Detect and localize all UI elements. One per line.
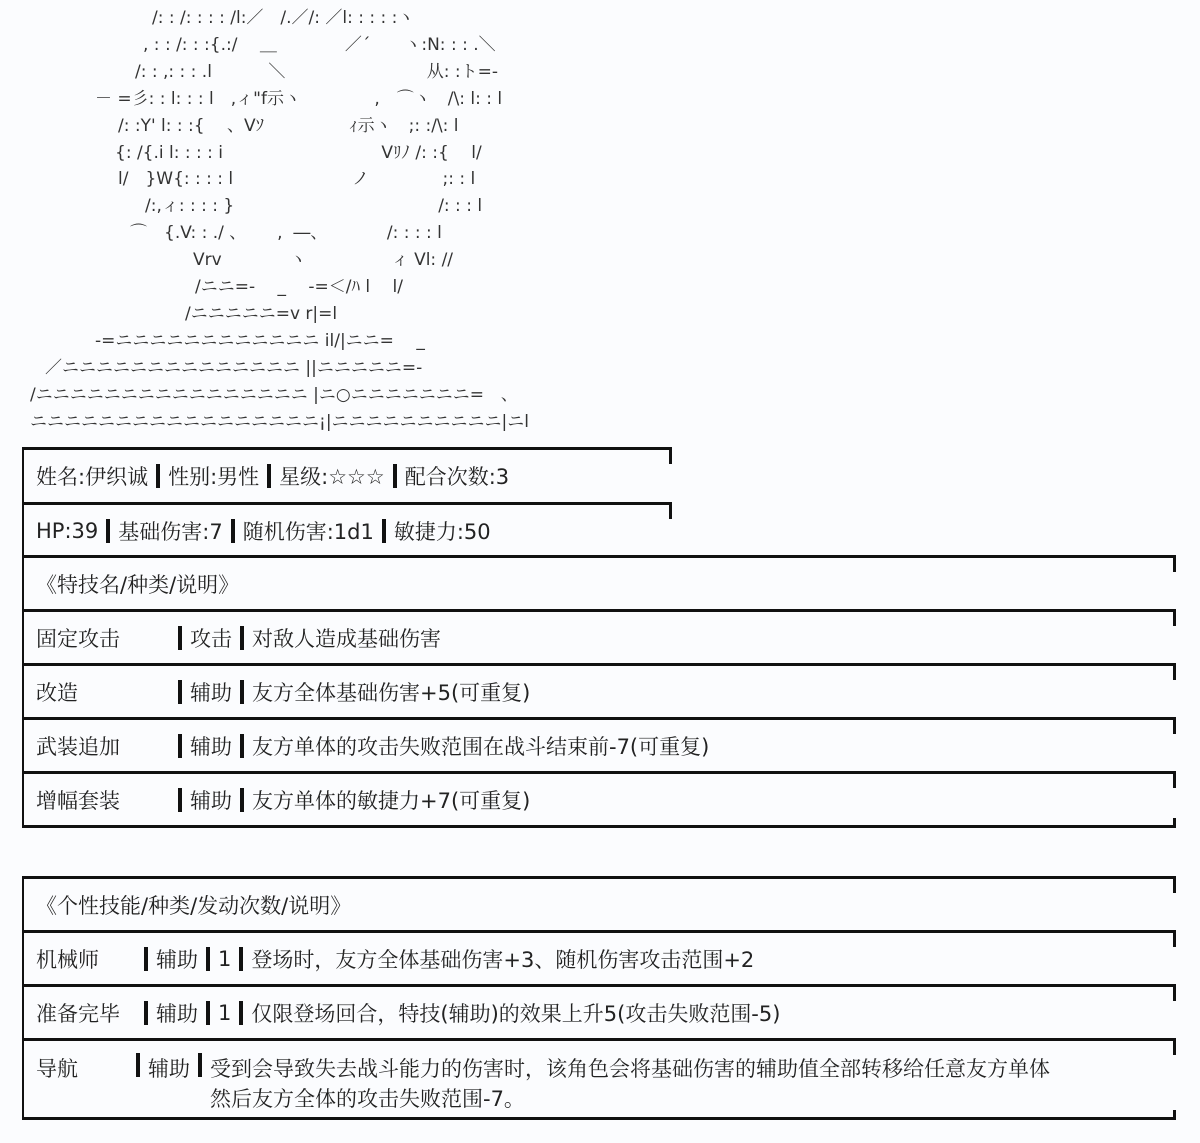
table-row — [22, 930, 1176, 984]
art-line: /ニニニニニ=v r|=l — [185, 303, 338, 324]
table-row — [22, 502, 672, 556]
column-separator — [239, 1001, 243, 1025]
column-separator — [240, 788, 244, 812]
art-line: /: :Y' l: : :{ 、Vｿ ｨ示ヽ ;: :/\: l — [118, 115, 459, 136]
art-line: {: /{.i l: : : : i Vﾘﾉ /: :{ l/ — [115, 142, 482, 163]
art-line: /ニニ=- _ -=＜/ﾊ l l/ — [195, 277, 404, 297]
column-separator — [239, 947, 243, 971]
description-cell — [210, 1053, 1050, 1113]
table-cell: 改造 — [36, 680, 78, 705]
table-cell: 仅限登场回合，特技(辅助)的效果上升5(攻击失败范围-5) — [251, 1001, 781, 1026]
table-cell: 导航 — [36, 1057, 78, 1081]
column-separator — [136, 1053, 140, 1077]
column-separator — [178, 734, 182, 758]
table-cell: 登场时，友方全体基础伤害+3、随机伤害攻击范围+2 — [251, 947, 755, 972]
art-line: l/ }W{: : : : l ノ ;: : l — [118, 169, 476, 190]
table-cell: 准备完毕 — [36, 1001, 120, 1026]
skills-header: 《特技名/种类/说明》 — [36, 572, 240, 597]
description-line: 然后友方全体的攻击失败范围-7。 — [210, 1087, 525, 1111]
art-line: ニニニニニニニニニニニニニニニニニ¡|ニニニニニニニニニニ|ニl — [30, 411, 529, 432]
table-cell: 辅助 — [148, 1057, 190, 1081]
column-separator — [178, 788, 182, 812]
column-separator — [206, 1001, 210, 1025]
table-cell: 友方单体的敏捷力+7(可重复) — [252, 788, 531, 813]
column-separator — [382, 519, 386, 543]
table-cell: 机械师 — [36, 947, 99, 972]
column-separator — [178, 626, 182, 650]
table-row — [22, 717, 1176, 771]
column-separator — [198, 1053, 202, 1077]
table-row — [22, 984, 1176, 1038]
art-line: /ニニニニニニニニニニニニニニニニ |ニ○ニニニニニニニ= 、 — [30, 384, 518, 405]
table-cell: 基础伤害:7 — [118, 519, 223, 544]
table-cell: 攻击 — [190, 626, 232, 651]
column-separator — [144, 1001, 148, 1025]
column-separator — [240, 680, 244, 704]
table-row — [22, 447, 672, 502]
column-separator — [267, 464, 271, 488]
table-cell: 星级:☆☆☆ — [279, 465, 385, 489]
table-bottom-border — [22, 1117, 1176, 1120]
table-row — [22, 609, 1176, 663]
column-separator — [144, 947, 148, 971]
art-line: /: : /: : : : /l:／ /.／/: ／l: : : : :ヽ — [152, 8, 415, 28]
table-cell: 辅助 — [156, 1001, 198, 1026]
table-row — [22, 663, 1176, 717]
column-separator — [393, 464, 397, 488]
column-separator — [231, 519, 235, 543]
table-cell: 1 — [218, 1000, 232, 1025]
table-cell: 固定攻击 — [36, 626, 120, 651]
column-separator — [240, 626, 244, 650]
description-line: 受到会导致失去战斗能力的伤害时，该角色会将基础伤害的辅助值全部转移给任意友方单体 — [210, 1057, 1050, 1081]
table-cell: 1 — [218, 946, 232, 971]
skills-table — [22, 555, 1176, 828]
ascii-art-portrait — [0, 0, 560, 440]
table-cell: 对敌人造成基础伤害 — [252, 626, 441, 651]
table-cell: HP:39 — [36, 518, 99, 543]
table-cell: 增幅套装 — [36, 788, 120, 813]
art-line: ／ニニニニニニニニニニニニニニ ||ニニニニニ=- — [45, 357, 423, 378]
profile-table — [22, 447, 672, 556]
column-separator — [206, 947, 210, 971]
table-cell: 性别:男性 — [168, 465, 260, 489]
table-header-row — [22, 876, 1176, 930]
traits-table — [22, 876, 1176, 1120]
column-separator — [106, 519, 110, 543]
table-cell: 随机伤害:1d1 — [242, 519, 374, 544]
table-row — [22, 1038, 1176, 1117]
table-cell: 友方全体基础伤害+5(可重复) — [252, 680, 531, 705]
art-line: -=ニニニニニニニニニニニニ il/|ニニ= _ — [95, 330, 425, 351]
table-cell: 友方单体的攻击失败范围在战斗结束前-7(可重复) — [252, 734, 710, 759]
traits-header: 《个性技能/种类/发动次数/说明》 — [36, 893, 352, 918]
art-line: /: : ,: : : .l ＼ 从: :ト=- — [135, 61, 498, 82]
column-separator — [178, 680, 182, 704]
table-cell: 姓名:伊织诚 — [36, 465, 149, 489]
art-line: ⌒ {.V: : ./ 、 , ―、 /: : : : l — [130, 223, 442, 244]
table-cell: 辅助 — [190, 680, 232, 705]
table-cell: 敏捷力:50 — [393, 519, 491, 544]
table-header-row — [22, 555, 1176, 609]
table-cell: 辅助 — [190, 734, 232, 759]
art-line: － =彡: : l: : : l ,ィ"f示ヽ , ⌒ヽ /\: l: : l — [95, 88, 503, 109]
table-cell: 辅助 — [190, 788, 232, 813]
table-bottom-border — [22, 825, 1176, 828]
table-cell: 武装追加 — [36, 734, 120, 759]
art-line: Vrv ヽ ィ Vl: // — [193, 250, 454, 271]
column-separator — [156, 464, 160, 488]
table-row — [22, 771, 1176, 825]
table-cell: 辅助 — [156, 947, 198, 972]
table-cell: 配合次数:3 — [404, 465, 510, 489]
art-line: /:,ィ: : : : } /: : : l — [145, 196, 483, 217]
column-separator — [240, 734, 244, 758]
art-line: , : : /: : :{.:/ ＿ ／´ ヽ:N: : : .＼ — [143, 34, 496, 55]
